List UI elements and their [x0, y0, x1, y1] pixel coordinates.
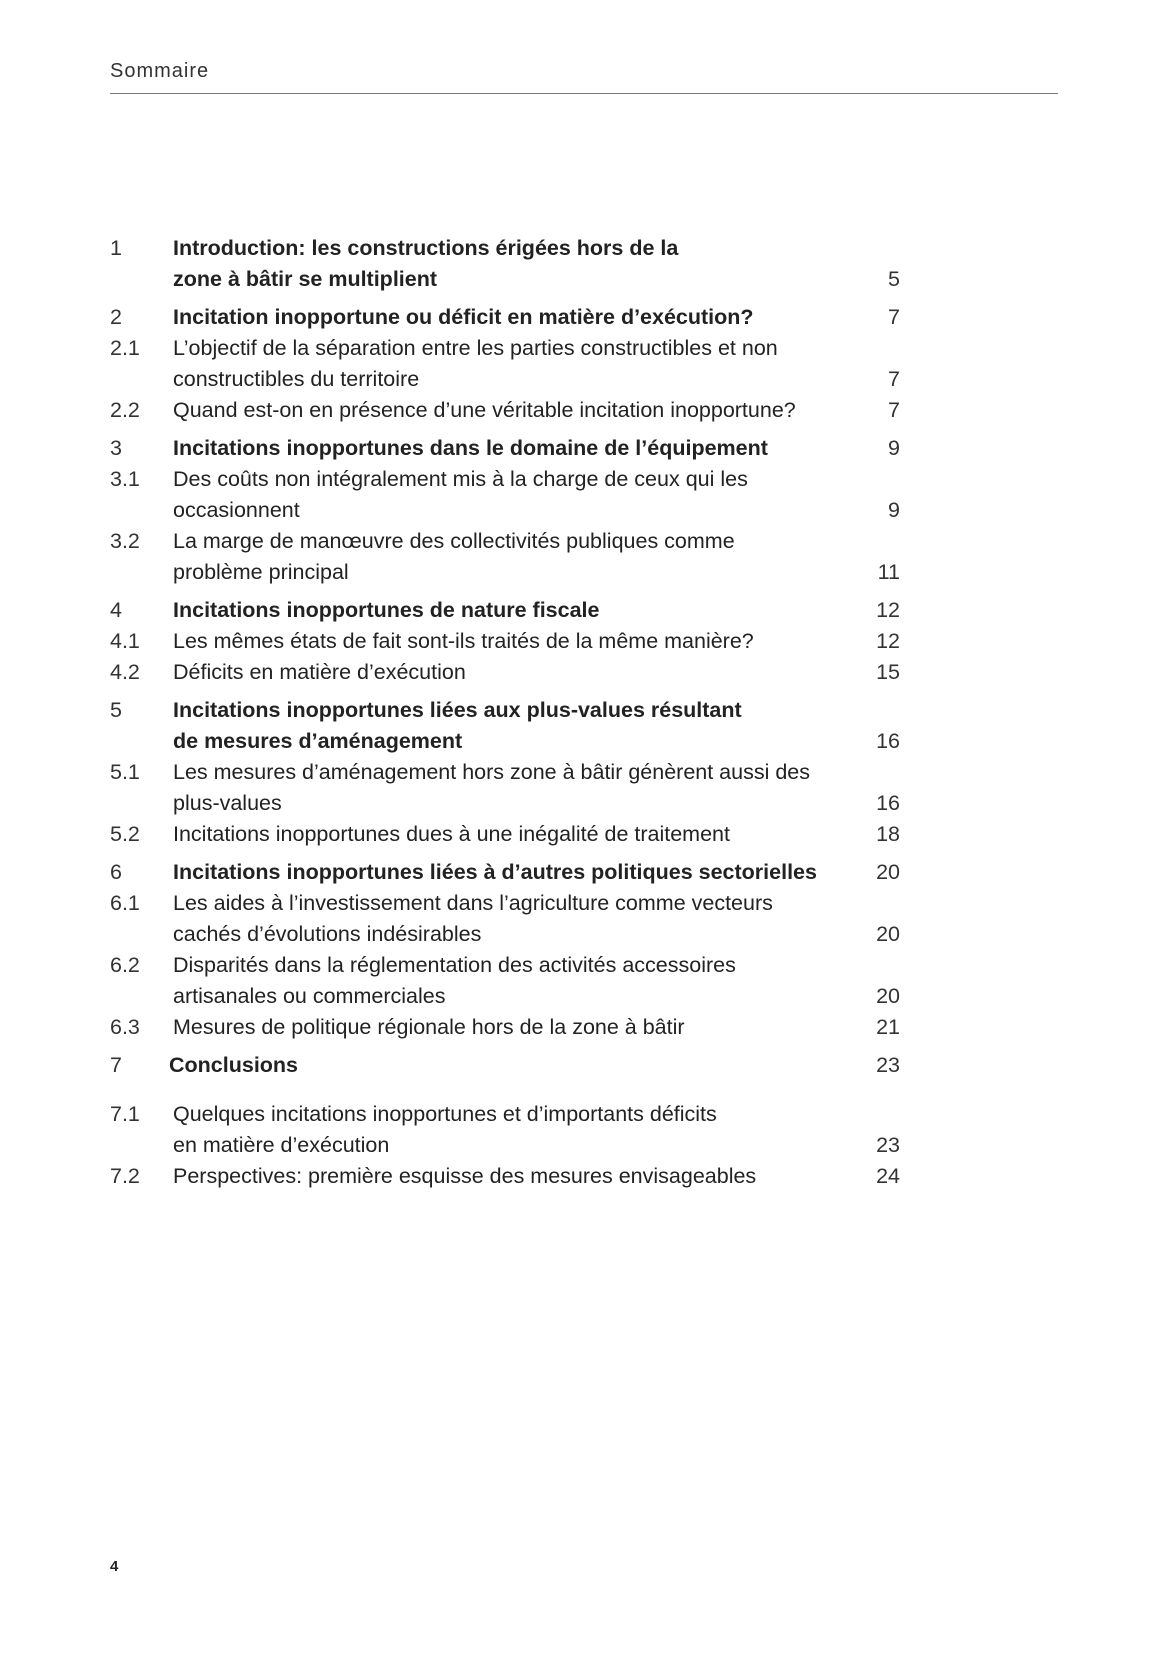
toc-number: 4.1	[110, 629, 140, 653]
toc-entry-6-1[interactable]	[110, 888, 900, 950]
toc-page: 20	[876, 860, 900, 884]
toc-page: 11	[877, 560, 900, 584]
toc-title: Incitations inopportunes liées aux plus-values résultant de mesures d’aménagement	[173, 698, 742, 753]
toc-title: Les mesures d’aménagement hors zone à bâtir génèrent aussi des plus-values	[173, 760, 811, 815]
toc-page: 12	[876, 598, 900, 622]
toc-page: 9	[888, 436, 900, 460]
toc-number: 6.1	[110, 891, 140, 915]
toc-title: Incitations inopportunes dues à une inégalité de traitement	[173, 822, 730, 846]
toc-page: 20	[876, 984, 900, 1008]
toc-title: Quand est-on en présence d’une véritable incitation inopportune?	[173, 398, 796, 422]
toc-entry-4-1[interactable]	[110, 626, 900, 657]
toc-entry-3-1[interactable]	[110, 464, 900, 526]
toc-title: La marge de manœuvre des collectivités publiques comme problème principal	[173, 529, 735, 584]
toc-number: 1	[110, 236, 122, 260]
toc-number: 6.2	[110, 953, 140, 977]
toc-entry-5[interactable]	[110, 695, 900, 757]
toc-number: 5.2	[110, 822, 140, 846]
toc-title: Incitations inopportunes de nature fiscale	[173, 598, 600, 622]
toc-title: Les aides à l’investissement dans l’agriculture comme vecteurs cachés d’évolutions indésirables	[173, 891, 773, 946]
toc-title: Perspectives: première esquisse des mesures envisageables	[173, 1164, 757, 1188]
toc-entry-3-2[interactable]	[110, 526, 900, 588]
toc-title: L’objectif de la séparation entre les parties constructibles et non constructibles du territoire	[173, 336, 778, 391]
toc-entry-6[interactable]	[110, 857, 900, 888]
toc-page: 9	[888, 498, 900, 522]
toc-page: 24	[876, 1164, 900, 1188]
toc-number: 6	[110, 860, 122, 884]
toc-number: 3.1	[110, 467, 140, 491]
toc-page: 18	[876, 822, 900, 846]
toc-page: 15	[876, 660, 900, 684]
toc-number: 2.1	[110, 336, 140, 360]
toc-number: 5.1	[110, 760, 140, 784]
toc-number: 4.2	[110, 660, 140, 684]
toc-title: Quelques incitations inopportunes et d’importants déficits en matière d’exécution	[173, 1102, 717, 1157]
toc-page: 5	[888, 267, 900, 291]
toc-entry-2-2[interactable]	[110, 395, 900, 426]
toc-title: Introduction: les constructions érigées hors de la zone à bâtir se multiplient	[173, 236, 679, 291]
toc-title: Conclusions	[169, 1053, 299, 1077]
toc-page: 16	[876, 729, 900, 753]
toc-title: Les mêmes états de fait sont-ils traités de la même manière?	[173, 629, 754, 653]
toc-title: Des coûts non intégralement mis à la charge de ceux qui les occasionnent	[173, 467, 748, 522]
header-divider	[110, 93, 1058, 94]
toc-number: 3.2	[110, 529, 140, 553]
toc-page: 20	[876, 922, 900, 946]
page-header-title: Sommaire	[110, 60, 210, 82]
toc-title: Mesures de politique régionale hors de la zone à bâtir	[173, 1015, 685, 1039]
toc-number: 4	[110, 598, 122, 622]
toc-number: 3	[110, 436, 122, 460]
toc-page: 12	[876, 629, 900, 653]
toc-entry-4[interactable]	[110, 595, 900, 626]
toc-entry-4-2[interactable]	[110, 657, 900, 688]
toc-entry-5-2[interactable]	[110, 819, 900, 850]
toc-page: 21	[876, 1015, 900, 1039]
table-of-contents	[110, 233, 900, 1192]
page-number: 4	[110, 1558, 119, 1575]
toc-entry-2-1[interactable]	[110, 333, 900, 395]
toc-entry-1[interactable]	[110, 233, 900, 295]
toc-entry-3[interactable]	[110, 433, 900, 464]
toc-page: 23	[876, 1133, 900, 1157]
toc-entry-7[interactable]	[110, 1050, 900, 1081]
toc-title: Incitations inopportunes liées à d’autres politiques sectorielles	[173, 860, 817, 884]
toc-entry-6-3[interactable]	[110, 1012, 900, 1043]
toc-number: 2.2	[110, 398, 140, 422]
toc-page: 7	[888, 367, 900, 391]
toc-entry-2[interactable]	[110, 302, 900, 333]
toc-title: Disparités dans la réglementation des activités accessoires artisanales ou commerciales	[173, 953, 736, 1008]
toc-page: 16	[876, 791, 900, 815]
toc-title: Déficits en matière d’exécution	[173, 660, 466, 684]
toc-number: 5	[110, 698, 122, 722]
toc-entry-7-1[interactable]	[110, 1099, 900, 1161]
toc-number: 6.3	[110, 1015, 140, 1039]
toc-page: 7	[888, 305, 900, 329]
toc-page: 7	[888, 398, 900, 422]
toc-number: 2	[110, 305, 122, 329]
toc-number: 7.1	[110, 1102, 140, 1126]
toc-number: 7	[110, 1053, 122, 1077]
toc-entry-7-2[interactable]	[110, 1161, 900, 1192]
toc-page: 23	[876, 1053, 900, 1077]
toc-title: Incitation inopportune ou déficit en matière d’exécution?	[173, 305, 754, 329]
toc-entry-6-2[interactable]	[110, 950, 900, 1012]
toc-number: 7.2	[110, 1164, 140, 1188]
toc-title: Incitations inopportunes dans le domaine de l’équipement	[173, 436, 768, 460]
toc-entry-5-1[interactable]	[110, 757, 900, 819]
